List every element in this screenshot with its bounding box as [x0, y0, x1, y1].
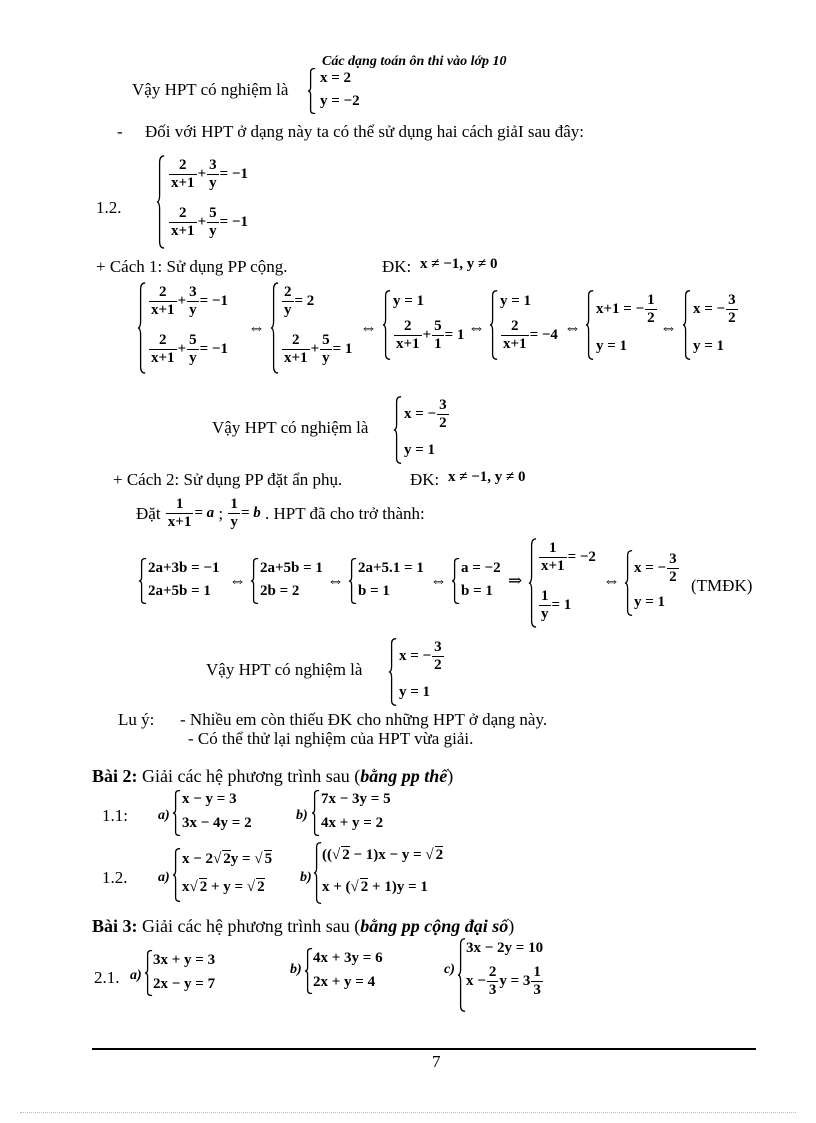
- cach1-step-1: $\frac{2}{x+1}$ + $\frac{3}{y}$ = −1 $\frac{2}{x+1}$ + $\frac{5}{y}$ = −1: [137, 282, 247, 374]
- equation-1: $\frac{2}{x+1}$ + $\frac{3}{y}$ = −1: [171, 157, 248, 191]
- brace-icon: [307, 68, 316, 114]
- bai2-1-b-system: 7x − 3y = 5 4x + y = 2: [311, 790, 401, 836]
- brace-icon: [172, 790, 181, 836]
- substitution-line: Đặt $\frac{1}{x+1}$ = a ; $\frac{1}{y}$ = b . HPT đã cho trở thành:: [136, 496, 425, 530]
- cach1-dk: x ≠ −1, y ≠ 0: [420, 256, 498, 272]
- equiv-icon: ⇔: [360, 318, 377, 337]
- system-1-2: [156, 155, 276, 249]
- brace-icon: [270, 282, 279, 374]
- bai2-item-2: 1.2.: [102, 868, 128, 887]
- brace-icon: [585, 290, 594, 360]
- bai2-2-a-label: a): [158, 870, 170, 885]
- cach1-result-label: Vậy HPT có nghiệm là: [212, 418, 369, 437]
- cach2-result-system: x = − $\frac{3}{2}$ y = 1: [388, 638, 458, 706]
- equiv-icon: ⇔: [660, 318, 677, 337]
- cach2-dk-label: ĐK:: [410, 470, 440, 489]
- cach2-step-2: 2a+5b = 1 2b = 2: [250, 558, 330, 604]
- brace-icon: [172, 848, 181, 902]
- page-number: 7: [432, 1052, 441, 1071]
- bai3-b-label: b): [290, 962, 302, 977]
- bai2-2-b-label: b): [300, 870, 312, 885]
- brace-icon: [348, 558, 357, 604]
- vay-label: Vậy HPT có nghiệm là: [132, 80, 289, 99]
- luu-y-label: Lu ý:: [118, 710, 155, 729]
- brace-icon: [382, 290, 391, 360]
- cach1-step-5: x+1 = − $\frac{1}{2}$ y = 1: [585, 290, 665, 360]
- equiv-icon: ⇔: [248, 318, 265, 337]
- equiv-icon: ⇔: [327, 571, 344, 590]
- equation-2: $\frac{2}{x+1}$ + $\frac{5}{y}$ = −1: [171, 205, 248, 239]
- brace-icon: [304, 948, 313, 994]
- equiv-icon: ⇔: [430, 571, 447, 590]
- brace-icon: [624, 550, 633, 616]
- brace-icon: [388, 638, 397, 706]
- bai2-2-a-system: x − 2√ 2y = √ 5 x√ 2 + y = √ 2: [172, 848, 287, 902]
- bai2-title: Bài 2: Giải các hệ phương trình sau (bằng pp thế): [92, 766, 454, 786]
- bai3-title: Bài 3: Giải các hệ phương trình sau (bằng pp cộng đại số): [92, 916, 515, 936]
- cach2-dk: x ≠ −1, y ≠ 0: [448, 469, 526, 485]
- bai2-1-a-label: a): [158, 808, 170, 823]
- brace-icon: [682, 290, 691, 360]
- methods-note: Đối với HPT ở dạng này ta có thể sử dụng hai cách giảI sau đây:: [145, 122, 585, 141]
- luu-y-line-2: - Có thể thử lại nghiệm của HPT vừa giải.: [188, 729, 474, 748]
- page-header: Các dạng toán ôn thi vào lớp 10: [322, 54, 507, 69]
- bai3-a-label: a): [130, 968, 142, 983]
- brace-icon: [457, 938, 466, 1012]
- equiv-icon: ⇔: [468, 318, 485, 337]
- brace-icon: [250, 558, 259, 604]
- cach1-dk-label: ĐK:: [382, 257, 412, 276]
- brace-icon: [144, 950, 153, 996]
- brace-icon: [528, 538, 537, 628]
- brace-icon: [311, 790, 320, 836]
- cach2-step-1: 2a+3b = −1 2a+5b = 1: [138, 558, 233, 604]
- brace-icon: [138, 558, 147, 604]
- page-edge-dots: [20, 1112, 796, 1113]
- bai3-b-system: 4x + 3y = 6 2x + y = 4: [304, 948, 394, 994]
- cach2-step-5: $\frac{1}{x+1}$ = −2 $\frac{1}{y}$ = 1: [528, 538, 606, 628]
- bai2-item-1: 1.1:: [102, 806, 128, 825]
- equiv-icon: ⇔: [564, 318, 581, 337]
- implies-icon: ⇒: [508, 571, 523, 590]
- brace-icon: [393, 396, 402, 464]
- cach1-step-6: x = − $\frac{3}{2}$ y = 1: [682, 290, 752, 360]
- cach2-result-label: Vậy HPT có nghiệm là: [206, 660, 363, 679]
- bullet: -: [117, 122, 123, 141]
- equiv-icon: ⇔: [229, 571, 246, 590]
- bai3-c-system: 3x − 2y = 10 x − $\frac{2}{3}$ y = 3 $\frac{1}{3}$: [457, 938, 557, 1012]
- solution-system-1: x = 2 y = −2: [307, 68, 387, 114]
- bai2-1-b-label: b): [296, 808, 308, 823]
- brace-icon: [137, 282, 146, 374]
- cach2-label: + Cách 2: Sử dụng PP đặt ẩn phụ.: [113, 470, 343, 489]
- cach2-step-6: x = − $\frac{3}{2}$ y = 1: [624, 550, 686, 616]
- cach1-step-3: y = 1 $\frac{2}{x+1}$ + $\frac{5}{1}$ = 1: [382, 290, 472, 360]
- bai3-item-1: 2.1.: [94, 968, 120, 987]
- bai3-a-system: 3x + y = 3 2x − y = 7: [144, 950, 229, 996]
- cach2-step-4: a = −2 b = 1: [451, 558, 506, 604]
- bai3-c-label: c): [444, 962, 455, 977]
- cach1-step-2: $\frac{2}{y}$ = 2 $\frac{2}{x+1}$ + $\frac{5}{y}$ = 1: [270, 282, 362, 374]
- item-1-2-label: 1.2.: [96, 198, 122, 217]
- bai2-1-a-system: x − y = 3 3x − 4y = 2: [172, 790, 267, 836]
- footer-rule: [92, 1048, 756, 1050]
- cach2-step-3: 2a+5.1 = 1 b = 1: [348, 558, 433, 604]
- brace-icon: [489, 290, 498, 360]
- cach1-label: + Cách 1: Sử dụng PP cộng.: [96, 257, 288, 276]
- equiv-icon: ⇔: [603, 571, 620, 590]
- brace-icon: [451, 558, 460, 604]
- brace-icon: [156, 155, 165, 249]
- tmdk-label: (TMĐK): [691, 576, 753, 595]
- brace-icon: [313, 842, 322, 904]
- cach1-result-system: x = − $\frac{3}{2}$ y = 1: [393, 396, 463, 464]
- cach1-step-4: y = 1 $\frac{2}{x+1}$ = −4: [489, 290, 569, 360]
- bai2-2-b-system: ((√ 2 − 1)x − y = √ 2 x + (√ 2 + 1)y = 1: [313, 842, 453, 904]
- luu-y-line-1: - Nhiều em còn thiếu ĐK cho những HPT ở dạng này.: [180, 710, 548, 729]
